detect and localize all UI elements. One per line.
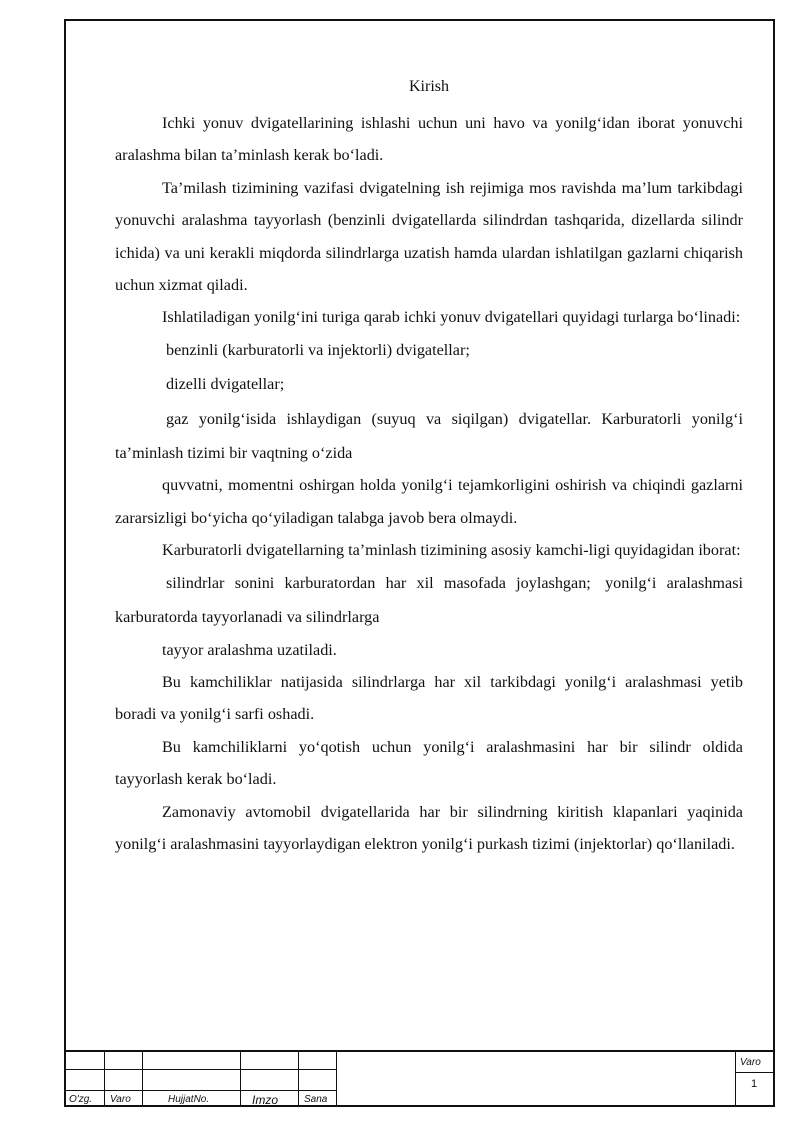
stamp-row-line — [64, 1069, 336, 1070]
stamp-label-ozg: O'zg. — [69, 1094, 93, 1105]
stamp-label-varo: Varo — [110, 1094, 131, 1105]
list-item — [115, 368, 743, 402]
paragraph: Karburatorli dvigatellarning ta’minlash tizimining asosiy kamchi-ligi quyidagidan iborat: — [162, 541, 741, 560]
list-item — [115, 403, 743, 470]
stamp-divider — [104, 1052, 105, 1107]
paragraph: Bu kamchiliklarni yo‘qotish uchun yonilg‘i aralashmasini har bir silindr oldida tayyorlash kerak bo‘ladi. — [115, 737, 743, 789]
document-body — [115, 75, 743, 860]
title-block-stamp — [64, 1050, 775, 1107]
stamp-label-imzo: Imzo — [252, 1093, 279, 1107]
stamp-divider — [298, 1052, 299, 1107]
paragraph: Zamonaviy avtomobil dvigatellarida har bir silindrning kiritish klapanlari yaqinida yonilg‘i aralashmasini tayyorlaydigan elektron yonilg‘i purkash tizimi (injektorlar) qo‘llaniladi. — [115, 802, 743, 853]
paragraph: Ichki yonuv dvigatellarining ishlashi uchun uni havo va yonilg‘idan iborat yonuvchi aralashma bilan ta’minlash kerak bo‘ladi. — [115, 114, 743, 165]
page-title: Kirish — [409, 78, 449, 95]
list-item-text: yonilg‘i aralashmasi karburatorda tayyorlanadi va silindrlarga — [115, 573, 744, 627]
stamp-label-sheet: Varo — [740, 1057, 761, 1068]
paragraph: Ta’milash tizimining vazifasi dvigatelning ish rejimiga mos ravishda ma’lum tarkibdagi yonuvchi aralashma tayyorlash (benzinli dvigatellarda silindrdan tashqarida, dizellarda silindr ichida) va uni kerakli miqdorda silindrlarga uzatish hamda ulardan ishlatilgan gazlarni chiqarish uchun xizmat qiladi. — [115, 178, 743, 295]
paragraph: Bu kamchiliklar natijasida silindrlarga har xil tarkibdagi yonilg‘i aralashmasi yetib boradi va yonilg‘i sarfi oshadi. — [115, 672, 743, 724]
paragraph: tayyor aralashma uzatiladi. — [162, 640, 337, 659]
stamp-divider — [735, 1052, 736, 1107]
stamp-label-hujjat: HujjatNo. — [168, 1094, 210, 1105]
stamp-divider — [142, 1052, 143, 1107]
stamp-divider — [336, 1052, 337, 1107]
list-item-text: gaz yonilg‘isida ishlaydigan (suyuq va siqilgan) dvigatellar. Karburatorli yonilg‘i ta’minlash tizimi bir vaqtning o‘zida — [115, 409, 743, 463]
stamp-divider — [240, 1052, 241, 1107]
sheet-number: 1 — [751, 1078, 758, 1090]
list-item-text: dizelli dvigatellar; — [166, 375, 285, 394]
list-item-text: benzinli (karburatorli va injektorli) dvigatellar; — [166, 340, 470, 359]
paragraph: Ishlatiladigan yonilg‘ini turiga qarab ichki yonuv dvigatellari quyidagi turlarga bo‘linadi: — [162, 308, 741, 327]
paragraph: quvvatni, momentni oshirgan holda yonilg‘i tejamkorligini oshirish va chiqindi gazlarni zararsizligi bo‘yicha qo‘yiladigan talabga javob bera olmaydi. — [115, 476, 743, 527]
stamp-label-sana: Sana — [304, 1094, 328, 1105]
list-item — [115, 334, 743, 368]
stamp-row-line — [64, 1090, 336, 1091]
stamp-row-line — [735, 1072, 775, 1073]
list-item — [115, 567, 743, 634]
list-item-text: silindrlar sonini karburatordan har xil masofada joylashgan; — [166, 573, 591, 592]
